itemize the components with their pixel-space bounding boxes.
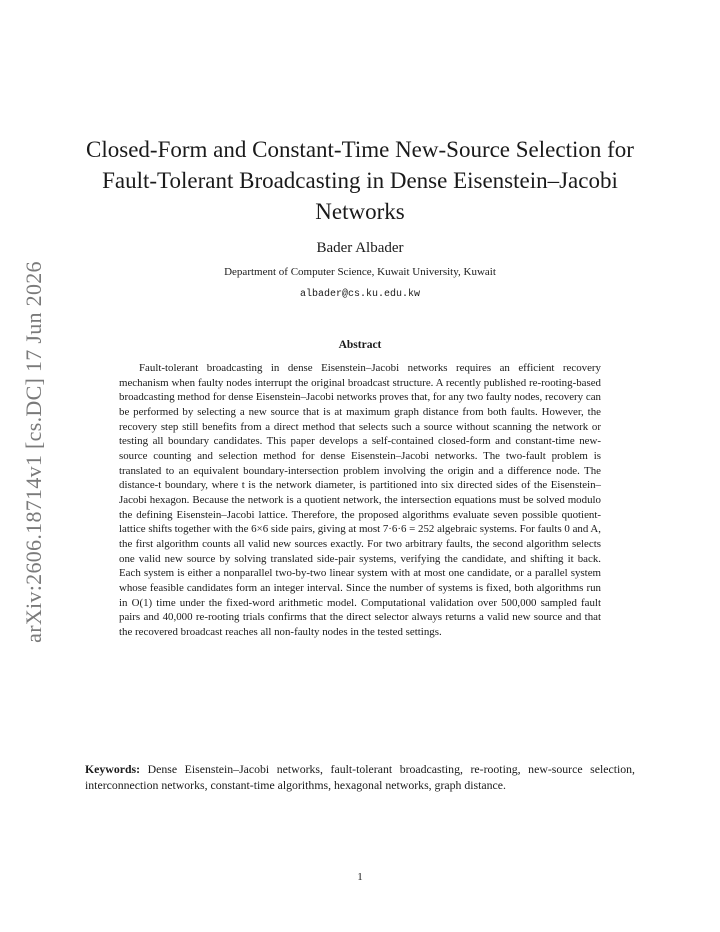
paper-title: Closed-Form and Constant-Time New-Source Selection for Fault-Tolerant Broadcasting in Dense Eisenstein–Jacobi Networks <box>86 137 634 224</box>
author-affiliation: Department of Computer Science, Kuwait University, Kuwait <box>224 266 496 278</box>
author-email: albader@cs.ku.edu.kw <box>299 289 421 300</box>
keywords-paragraph <box>85 761 635 793</box>
keywords-label: Keywords: <box>85 762 141 776</box>
keywords-list: Dense Eisenstein–Jacobi networks, fault-tolerant broadcasting, re-rooting, new-source selection, interconnection networks, constant-time algorithms, hexagonal networks, graph distance. <box>85 762 636 792</box>
abstract-heading: Abstract <box>338 339 382 351</box>
arxiv-identifier-stamp <box>14 262 54 642</box>
abstract-body: Fault-tolerant broadcasting in dense Eisenstein–Jacobi networks requires an efficient recovery mechanism when faulty nodes interrupt the original broadcast structure. A recently published re-rooting-based broadcasting method for dense Eisenstein–Jacobi networks proves that, for any two faulty nodes, recovery can be performed by selecting a new source that is at maximum graph distance from both faults. However, the recovery step still benefits from a direct method that selects such a source without scanning the network or testing all boundary candidates. This paper develops a self-contained closed-form and constant-time new-source counting and selection method for dense Eisenstein–Jacobi networks. The two-fault problem is translated to an equivalent boundary-intersection problem involving the origin and a difference node. The distance-t boundary, where t is the network diameter, is partitioned into six directed sides of the Eisenstein–Jacobi hexagon. Because the network is a quotient network, the intersection equations must be solved modulo the defining Eisenstein–Jacobi lattice. Therefore, the proposed algorithms evaluate seven possible quotient-lattice shifts together with the 6×6 side pairs, giving at most 7·6·6 = 252 algebraic systems. For faults 0 and A, the first algorithm counts all valid new sources exactly. For two arbitrary faults, the second algorithm selects one valid new source by solving translated side-pair systems, verifying the candidate, and shifting it back. Each system is either a nonparallel two-by-two linear system with at most one candidate, or a parallel system whose feasible candidates form an integer interval. Since the number of systems is fixed, both algorithms run in O(1) time under the fixed-word arithmetic model. Computational validation over 500,000 sampled fault pairs and 40,000 re-rooting trials confirms that the direct selector always returns a valid new source and that the recovered broadcast reaches all non-faulty nodes in the tested settings. <box>119 362 602 638</box>
author-name: Bader Albader <box>316 240 404 256</box>
arxiv-identifier-text: arXiv:2606.18714v1 [cs.DC] 17 Jun 2026 <box>21 261 46 643</box>
page-number: 1 <box>357 871 363 883</box>
